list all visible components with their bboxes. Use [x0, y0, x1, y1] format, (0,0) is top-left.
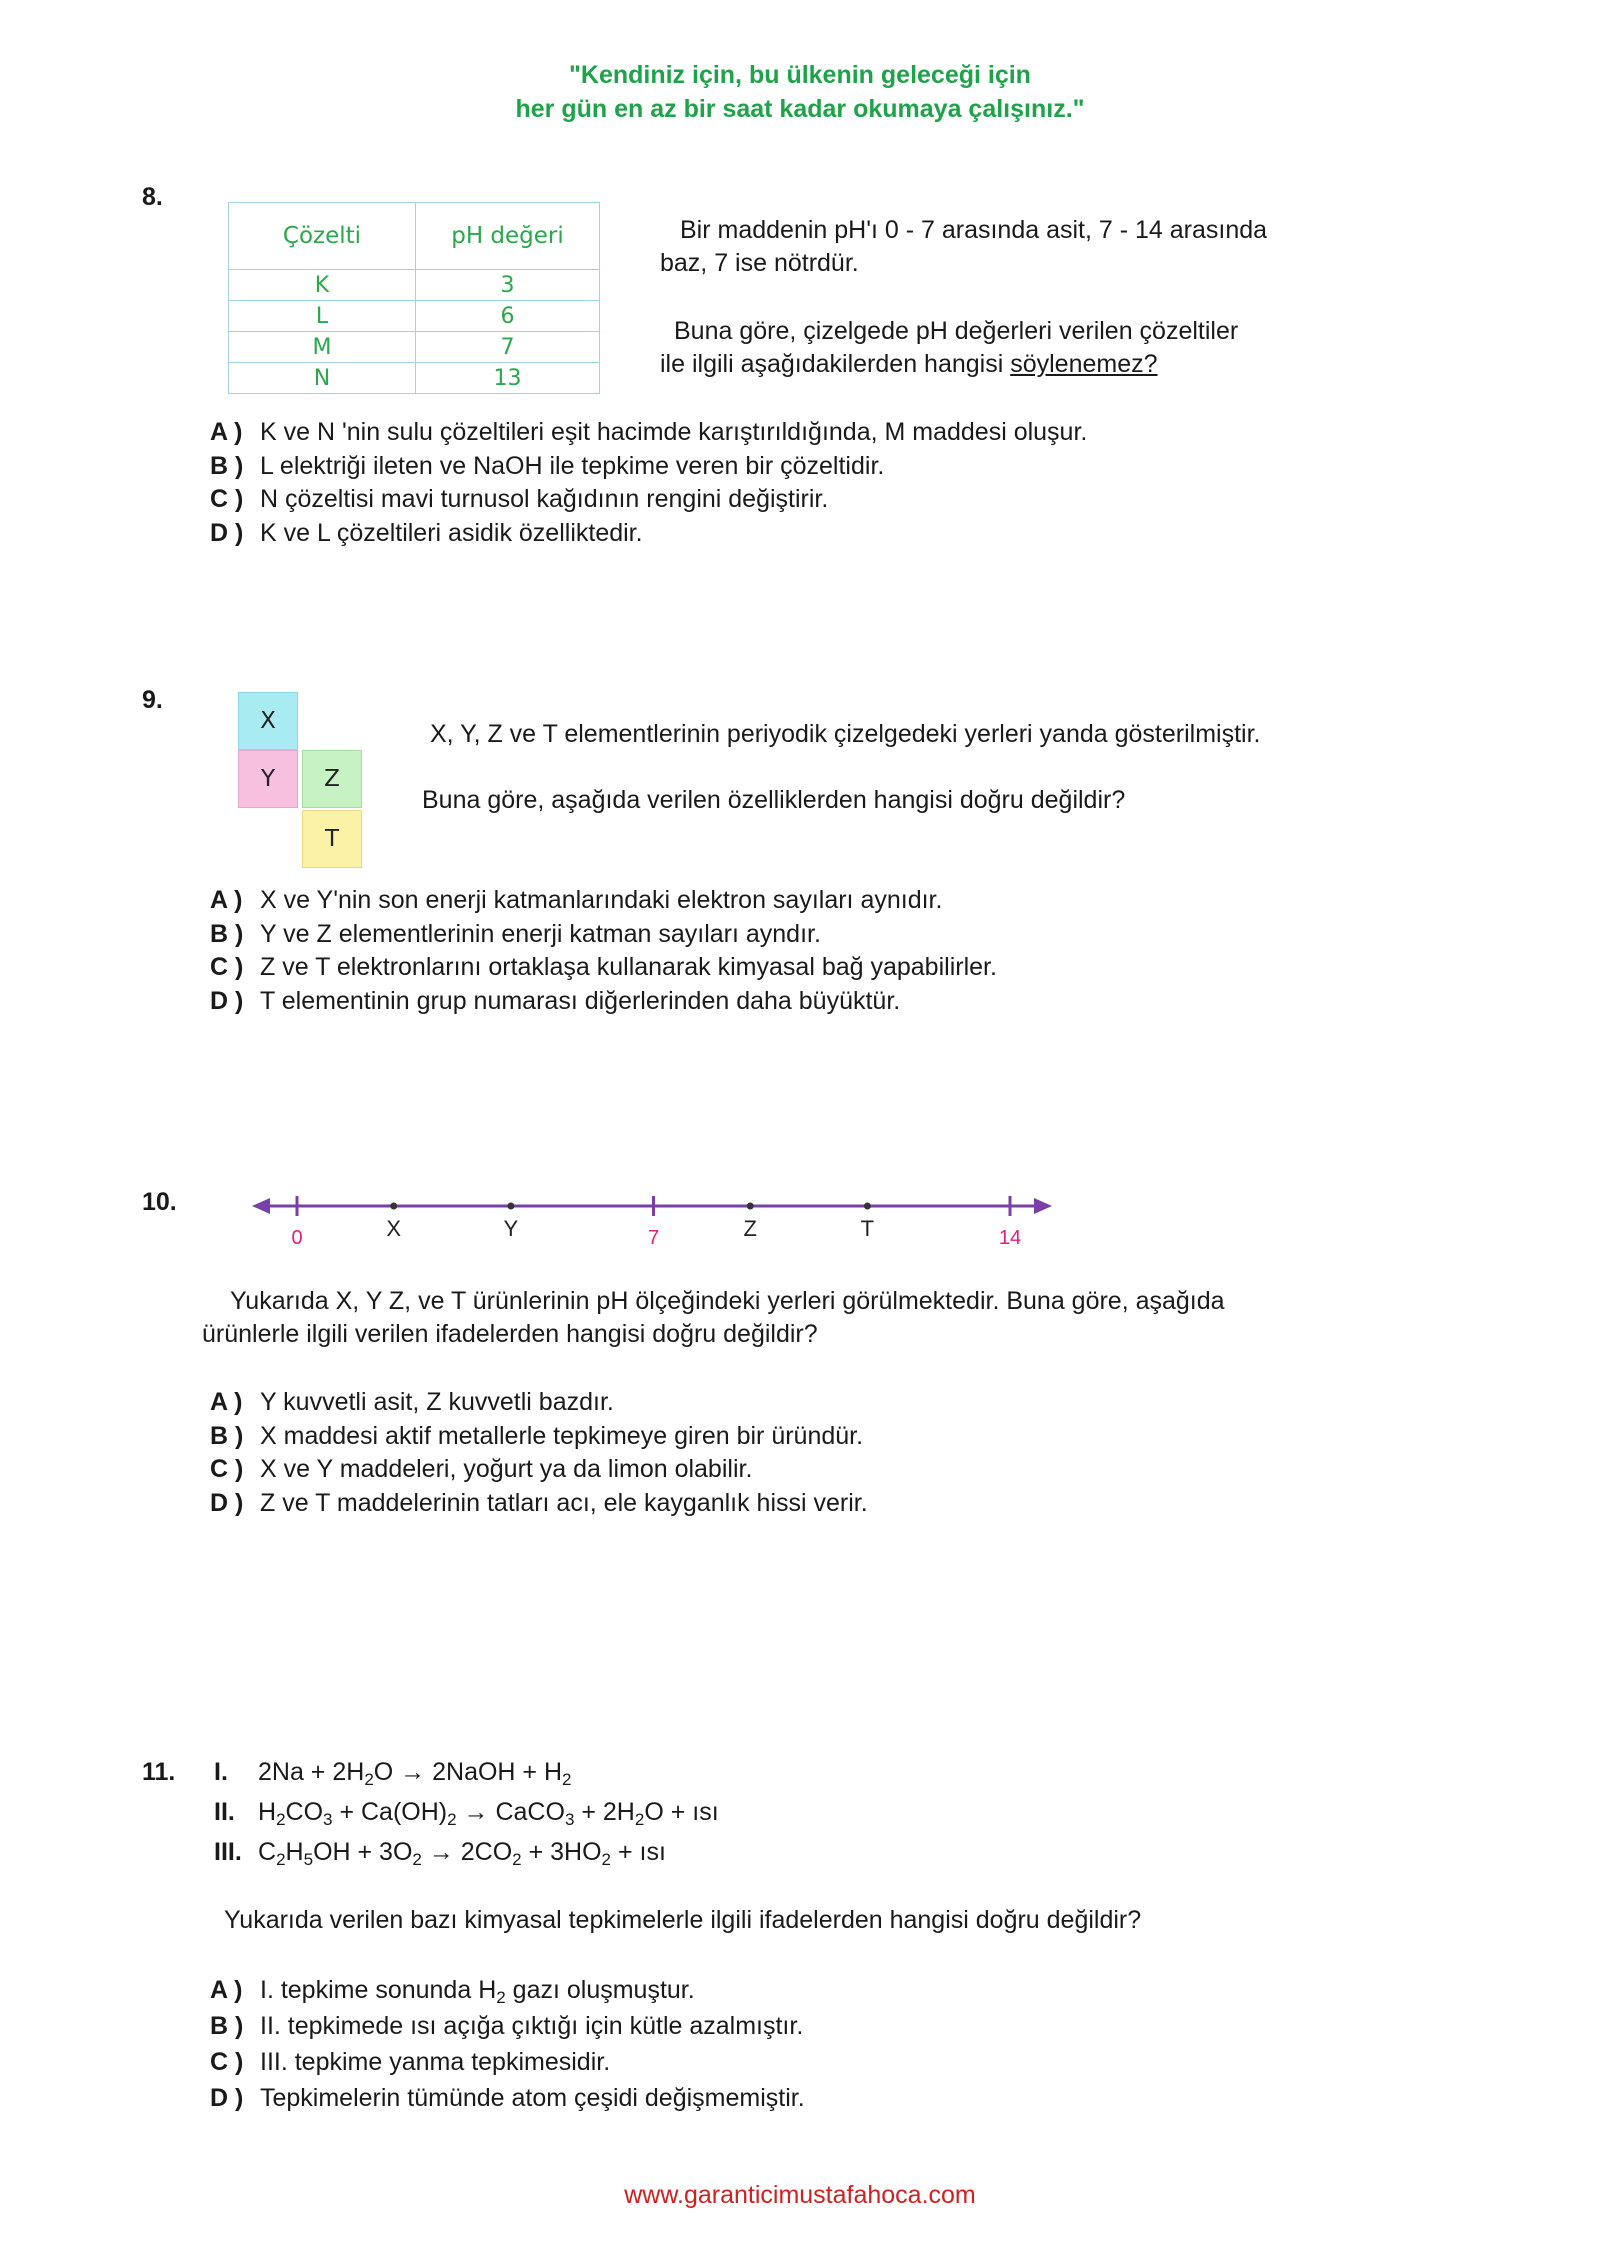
- stem-line: baz, 7 ise nötrdür.: [660, 249, 859, 277]
- option-a[interactable]: [210, 884, 997, 918]
- question-8-options: [210, 416, 1087, 550]
- ph-table-cell: 6: [416, 301, 600, 332]
- formula-text: CO: [285, 1798, 324, 1826]
- option-letter: A ): [210, 1976, 243, 2004]
- subscript: 2: [562, 1770, 572, 1789]
- option-c[interactable]: [210, 2044, 805, 2080]
- ph-table-cell: N: [229, 363, 416, 394]
- formula-text: III. tepkime yanma tepkimesidir.: [260, 2048, 611, 2076]
- option-text: X ve Y maddeleri, yoğurt ya da limon olabilir.: [260, 1455, 753, 1483]
- option-letter: A ): [210, 1388, 243, 1416]
- option-text: K ve N 'nin sulu çözeltileri eşit hacimde karıştırıldığında, M maddesi oluşur.: [260, 418, 1088, 446]
- question-10-stem: [202, 1285, 1225, 1351]
- option-letter: C ): [210, 953, 244, 981]
- scale-point-label: Z: [743, 1216, 757, 1241]
- formula-text: O → 2NaOH + H: [373, 1758, 563, 1786]
- option-text: Y kuvvetli asit, Z kuvvetli bazdır.: [260, 1388, 614, 1416]
- subscript: 2: [276, 1850, 286, 1869]
- option-b[interactable]: [210, 450, 1087, 484]
- stem-line: ürünlerle ilgili verilen ifadelerden hangisi doğru değildir?: [202, 1320, 818, 1348]
- question-8-number: 8.: [142, 183, 163, 211]
- option-a[interactable]: [210, 1972, 805, 2008]
- option-d[interactable]: [210, 517, 1087, 551]
- option-text: T elementinin grup numarası diğerlerinden daha büyüktür.: [260, 986, 901, 1015]
- question-9-stem-1: X, Y, Z ve T elementlerinin periyodik çizelgedeki yerleri yanda gösterilmiştir.: [430, 720, 1261, 748]
- option-letter: D ): [210, 518, 244, 547]
- subscript: 3: [564, 1810, 575, 1829]
- subscript: 2: [496, 1988, 506, 2007]
- stem-line: Bir maddenin pH'ı 0 - 7 arasında asit, 7 - 14 arasında: [680, 216, 1268, 244]
- subscript: 2: [276, 1810, 286, 1829]
- option-letter: A ): [210, 418, 243, 446]
- question-10-options: [210, 1386, 868, 1520]
- ph-table-header-solution: Çözelti: [229, 203, 416, 270]
- subscript: 5: [303, 1850, 314, 1869]
- formula-text: 2Na + 2H: [258, 1758, 365, 1786]
- option-letter: A ): [210, 886, 243, 914]
- footer-website: www.garanticimustafahoca.com: [624, 2181, 976, 2209]
- option-c[interactable]: [210, 951, 997, 985]
- periodic-cell-y: Y: [238, 750, 298, 808]
- formula-text: H: [285, 1838, 304, 1866]
- question-9-options: [210, 884, 997, 1018]
- subscript: 2: [447, 1810, 457, 1829]
- ph-scale: [240, 1180, 1070, 1260]
- scale-tick-label: 14: [998, 1227, 1022, 1249]
- scale-point: [507, 1203, 514, 1210]
- question-11-number: 11.: [142, 1758, 176, 1786]
- option-text: X ve Y'nin son enerji katmanlarındaki elektron sayıları aynıdır.: [260, 886, 943, 914]
- motto-line-2: her gün en az bir saat kadar okumaya çalışınız.": [515, 95, 1085, 123]
- option-letter: D ): [210, 1488, 244, 1517]
- periodic-cell-x: X: [238, 692, 298, 750]
- scale-point: [864, 1203, 871, 1210]
- subscript: 2: [512, 1850, 522, 1869]
- question-11-stem: Yukarıda verilen bazı kimyasal tepkimelerle ilgili ifadelerden hangisi doğru değildir?: [224, 1906, 1142, 1934]
- formula-text: → CaCO: [456, 1798, 565, 1826]
- scale-point-label: T: [860, 1216, 875, 1241]
- option-letter: D ): [210, 986, 244, 1015]
- scale-point-label: X: [386, 1216, 402, 1241]
- formula-text: Tepkimelerin tümünde atom çeşidi değişmemiştir.: [260, 2084, 805, 2112]
- question-11-options: [210, 1972, 805, 2116]
- option-c[interactable]: [210, 1453, 868, 1487]
- reaction-1: [214, 1752, 719, 1792]
- option-letter: B ): [210, 2012, 244, 2040]
- question-8-stem-2: [660, 315, 1238, 381]
- formula-text: → 2CO: [421, 1838, 513, 1866]
- stem-line: Yukarıda X, Y Z, ve T ürünlerinin pH ölçeğindeki yerleri görülmektedir. Buna göre, aşağıda: [230, 1287, 1225, 1315]
- stem-underlined: söylenemez?: [1010, 350, 1158, 378]
- option-b[interactable]: [210, 2008, 805, 2044]
- option-letter: C ): [210, 485, 244, 513]
- subscript: 2: [601, 1850, 612, 1869]
- option-text: N çözeltisi mavi turnusol kağıdının rengini değiştirir.: [260, 485, 829, 513]
- option-text: Y ve Z elementlerinin enerji katman sayıları ayndır.: [260, 919, 821, 948]
- scale-point: [747, 1203, 754, 1210]
- motto-header: [0, 58, 1600, 126]
- ph-table-cell: K: [229, 270, 416, 301]
- option-text: L elektriği ileten ve NaOH ile tepkime veren bir çözeltidir.: [260, 451, 885, 480]
- stem-line: [660, 348, 1238, 381]
- reaction-2: [214, 1792, 719, 1832]
- subscript: 2: [364, 1770, 374, 1789]
- option-a[interactable]: [210, 1386, 868, 1420]
- formula-text: + 3HO: [521, 1838, 602, 1866]
- reaction-list: [214, 1752, 719, 1872]
- option-d[interactable]: [210, 1487, 868, 1521]
- formula-text: + Ca(OH): [332, 1798, 448, 1826]
- formula-text: OH + 3O: [313, 1838, 413, 1866]
- question-10-number: 10.: [142, 1188, 177, 1216]
- ph-table-header-ph: pH değeri: [416, 203, 600, 270]
- reaction-roman-numeral: I.: [214, 1758, 228, 1786]
- formula-text: + 2H: [574, 1798, 635, 1826]
- subscript: 2: [634, 1810, 645, 1829]
- motto-line-1: "Kendiniz için, bu ülkenin geleceği için: [569, 61, 1031, 89]
- scale-point-label: Y: [503, 1216, 519, 1241]
- periodic-cell-t: T: [302, 810, 362, 868]
- option-d[interactable]: [210, 985, 997, 1019]
- formula-text: I. tepkime sonunda H: [260, 1976, 497, 2004]
- formula-text: O + ısı: [644, 1798, 719, 1826]
- ph-table: [228, 202, 600, 394]
- subscript: 3: [323, 1810, 333, 1829]
- option-text: Z ve T elektronlarını ortaklaşa kullanarak kimyasal bağ yapabilirler.: [260, 953, 997, 981]
- subscript: 2: [412, 1850, 422, 1869]
- option-b[interactable]: [210, 1420, 868, 1454]
- stem-line: Buna göre, çizelgede pH değerleri verilen çözeltiler: [674, 317, 1239, 345]
- option-letter: D ): [210, 2084, 244, 2112]
- ph-table-cell: 13: [416, 363, 600, 394]
- option-text: X maddesi aktif metallerle tepkimeye giren bir üründür.: [260, 1421, 864, 1450]
- stem-text: ile ilgili aşağıdakilerden hangisi: [660, 350, 1011, 378]
- formula-text: C: [258, 1838, 277, 1866]
- option-a[interactable]: [210, 416, 1087, 450]
- formula-text: H: [258, 1798, 277, 1826]
- option-b[interactable]: [210, 918, 997, 952]
- ph-table-cell: 7: [416, 332, 600, 363]
- option-letter: C ): [210, 1455, 244, 1483]
- scale-point: [390, 1203, 397, 1210]
- option-letter: B ): [210, 919, 244, 948]
- option-letter: B ): [210, 1421, 244, 1450]
- option-text: Z ve T maddelerinin tatları acı, ele kayganlık hissi verir.: [260, 1488, 868, 1517]
- option-text: K ve L çözeltileri asidik özelliktedir.: [260, 518, 643, 547]
- reaction-roman-numeral: III.: [214, 1838, 242, 1866]
- formula-text: II. tepkimede ısı açığa çıktığı için kütle azalmıştır.: [260, 2012, 804, 2040]
- option-d[interactable]: [210, 2080, 805, 2116]
- scale-tick-label: 7: [647, 1227, 660, 1249]
- scale-arrow-left: [252, 1198, 270, 1214]
- question-9-number: 9.: [142, 686, 163, 714]
- formula-text: + ısı: [611, 1838, 666, 1866]
- periodic-cell-z: Z: [302, 750, 362, 808]
- reaction-roman-numeral: II.: [214, 1798, 235, 1826]
- option-c[interactable]: [210, 483, 1087, 517]
- option-letter: B ): [210, 451, 244, 480]
- ph-table-cell: L: [229, 301, 416, 332]
- option-letter: C ): [210, 2048, 244, 2076]
- reaction-3: [214, 1832, 719, 1872]
- formula-text: gazı oluşmuştur.: [505, 1976, 695, 2004]
- question-9-stem-2: Buna göre, aşağıda verilen özelliklerden hangisi doğru değildir?: [422, 786, 1126, 814]
- ph-table-cell: M: [229, 332, 416, 363]
- scale-tick-label: 0: [291, 1227, 303, 1249]
- scale-arrow-right: [1034, 1198, 1052, 1214]
- ph-table-cell: 3: [416, 270, 600, 301]
- question-8-stem-1: [660, 214, 1267, 280]
